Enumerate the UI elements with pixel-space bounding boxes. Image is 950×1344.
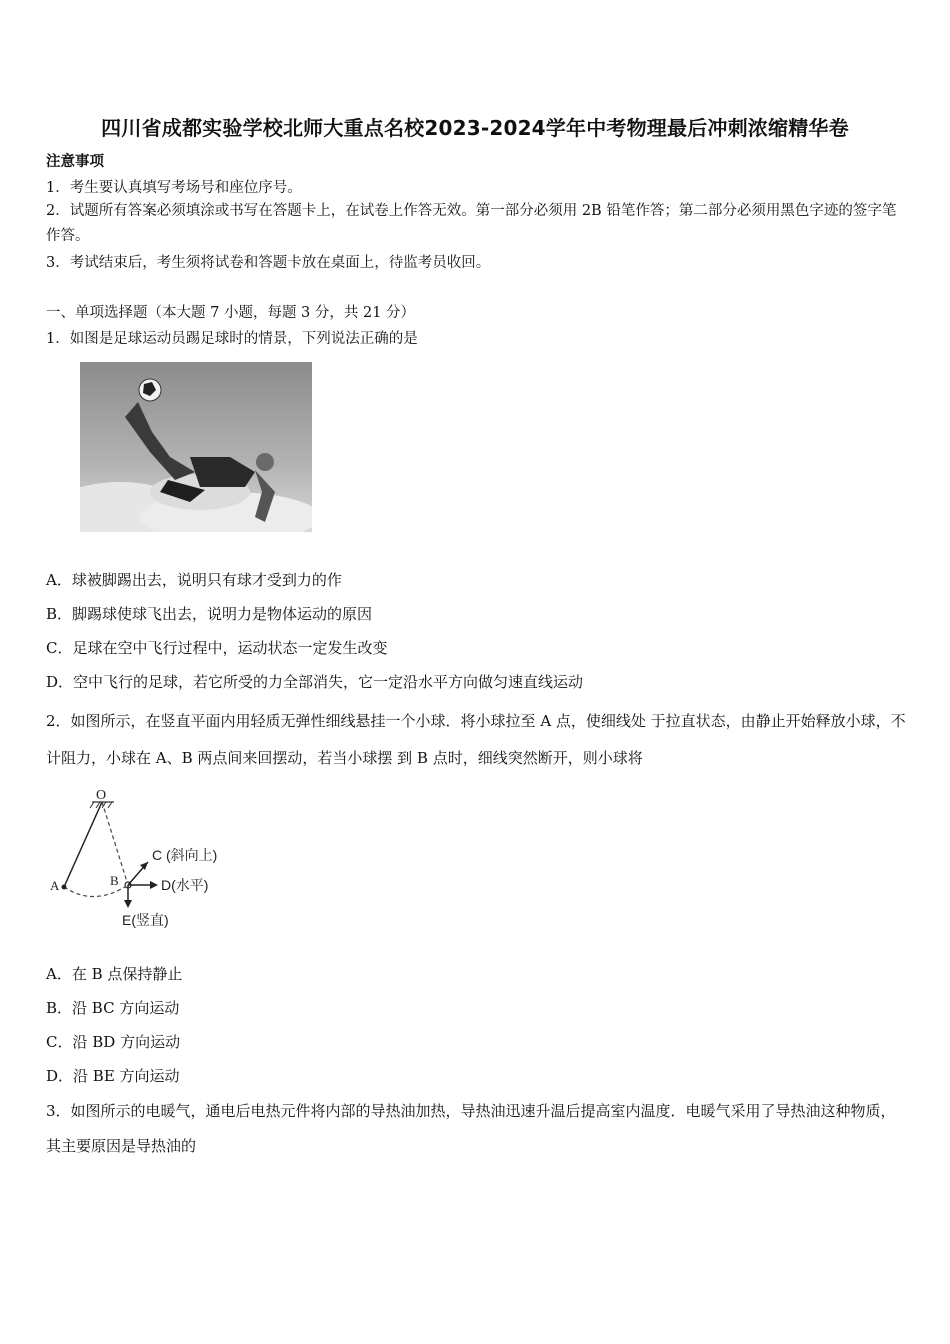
label-o: O bbox=[96, 788, 107, 803]
option: B．脚踢球使球飞出去，说明力是物体运动的原因 bbox=[46, 605, 373, 623]
notice-item: 1．考生要认真填写考场号和座位序号。 bbox=[46, 180, 302, 196]
soccer-player-photo bbox=[80, 362, 312, 532]
page-title: 四川省成都实验学校北师大重点名校2023-2024学年中考物理最后冲刺浓缩精华卷 bbox=[101, 116, 849, 140]
notice-heading: 注意事项 bbox=[46, 153, 104, 170]
question-stem: 3．如图所示的电暖气，通电后电热元件将内部的导热油加热，导热油迅速升温后提高室内温度．电暖气采用了导热油这种物质，其主要原因是导热油的 bbox=[46, 1102, 896, 1155]
pendulum-diagram bbox=[44, 782, 254, 932]
label-e: E(竖直) bbox=[122, 912, 169, 928]
option: B．沿 BC 方向运动 bbox=[46, 999, 180, 1017]
option: A．在 B 点保持静止 bbox=[46, 965, 183, 983]
label-b: B bbox=[110, 873, 119, 888]
question-stem: 2．如图所示，在竖直平面内用轻质无弹性细线悬挂一个小球．将小球拉至 A 点，使细线处 于拉直状态，由静止开始释放小球，不计阻力，小球在 A、B 两点间来回摆动，若当小球摆 到 B 点时，细线突然断开，则小球将 bbox=[46, 712, 906, 767]
option: D．沿 BE 方向运动 bbox=[46, 1067, 180, 1085]
question-stem: 1．如图是足球运动员踢足球时的情景，下列说法正确的是 bbox=[46, 331, 418, 347]
notice-item: 2．试题所有答案必须填涂或书写在答题卡上，在试卷上作答无效。第一部分必须用 2B 铅笔作答；第二部分必须用黑色字迹的签字笔作答。 bbox=[46, 203, 897, 244]
label-a: A bbox=[50, 878, 60, 893]
section-heading: 一、单项选择题（本大题 7 小题，每题 3 分，共 21 分） bbox=[46, 305, 416, 321]
label-c: C (斜向上) bbox=[152, 847, 218, 863]
option: D．空中飞行的足球，若它所受的力全部消失，它一定沿水平方向做匀速直线运动 bbox=[46, 673, 584, 691]
option: C．沿 BD 方向运动 bbox=[46, 1033, 181, 1051]
notice-item: 3．考试结束后，考生须将试卷和答题卡放在桌面上，待监考员收回。 bbox=[46, 255, 491, 271]
label-d: D(水平) bbox=[161, 877, 209, 893]
option: C．足球在空中飞行过程中，运动状态一定发生改变 bbox=[46, 639, 388, 657]
option: A．球被脚踢出去，说明只有球才受到力的作 bbox=[46, 571, 342, 589]
